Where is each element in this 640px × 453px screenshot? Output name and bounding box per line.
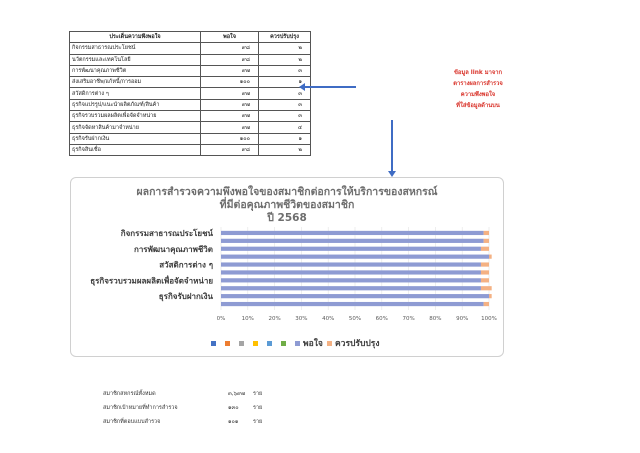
- y-category-label: กิจกรรมสาธารณประโยชน์: [120, 228, 213, 238]
- row-satisfied: ๙๗: [201, 65, 259, 76]
- row-topic: ธุรกิจจัดหาสินค้ามาจำหน่าย: [70, 122, 201, 133]
- bar-improve: [481, 262, 489, 266]
- stat-label: สมาชิกเป้าหมายที่ทำการสำรวจ: [103, 405, 178, 411]
- bar-satisfied: [221, 247, 481, 251]
- row-satisfied: ๙๗: [201, 99, 259, 110]
- bar-improve: [489, 294, 492, 298]
- legend-swatch: [253, 341, 258, 346]
- y-category-label: ธุรกิจรวบรวมผลผลิตเพื่อจัดจำหน่าย: [90, 276, 213, 286]
- bar-improve: [481, 247, 489, 251]
- survey-stats: [103, 390, 273, 432]
- chart-plot: [71, 178, 503, 356]
- down-arrow-icon: [391, 120, 393, 172]
- source-note: [418, 68, 538, 112]
- chart-title-line1: ผลการสำรวจความพึงพอใจของสมาชิกต่อการให้บริการของสหกรณ์: [136, 186, 438, 198]
- stat-label: สมาชิกสหกรณ์ทั้งหมด: [103, 391, 156, 397]
- row-improve: ๓: [259, 111, 311, 122]
- row-topic: สวัสดิการต่าง ๆ: [70, 88, 201, 99]
- row-satisfied: ๙๗: [201, 122, 259, 133]
- stat-value: ๑๐๑: [228, 419, 239, 425]
- x-tick-label: 90%: [456, 316, 469, 322]
- row-satisfied: ๙๘: [201, 54, 259, 65]
- row-satisfied: ๑๐๐: [201, 77, 259, 88]
- legend-label: ควรปรับปรุง: [335, 339, 380, 349]
- row-topic: ธุรกิจสินเชื่อ: [70, 144, 201, 155]
- bar-improve: [484, 239, 489, 243]
- bar-satisfied: [221, 255, 489, 259]
- bar-improve: [481, 278, 489, 282]
- x-tick-label: 100%: [481, 316, 497, 322]
- table-row: [70, 144, 311, 155]
- row-topic: ส่งเสริมอาชีพ/แก้หนี้/การออม: [70, 77, 201, 88]
- row-improve: ๔: [259, 122, 311, 133]
- row-topic: การพัฒนาคุณภาพชีวิต: [70, 65, 201, 76]
- legend-swatch: [267, 341, 272, 346]
- table-row: [70, 122, 311, 133]
- stat-unit: ราย: [253, 391, 263, 397]
- bar-satisfied: [221, 294, 489, 298]
- legend-swatch: [225, 341, 230, 346]
- note-line: ตารางผลการสำรวจ: [453, 81, 503, 87]
- satisfaction-table: [69, 31, 311, 156]
- row-satisfied: ๙๗: [201, 88, 259, 99]
- stat-row: [103, 390, 273, 404]
- row-improve: ๒: [259, 54, 311, 65]
- legend-swatch: [211, 341, 216, 346]
- row-satisfied: ๙๘: [201, 43, 259, 54]
- table-row: [70, 88, 311, 99]
- row-improve: ๒: [259, 144, 311, 155]
- bar-satisfied: [221, 239, 484, 243]
- x-tick-label: 50%: [348, 316, 362, 322]
- table-row: [70, 99, 311, 110]
- legend-swatch: [327, 341, 332, 346]
- legend-label: พอใจ: [303, 339, 323, 349]
- row-topic: นวัตกรรมและเทคโนโลยี: [70, 54, 201, 65]
- table-row: [70, 77, 311, 88]
- bar-satisfied: [221, 262, 481, 266]
- chart-title-line2: ที่มีต่อคุณภาพชีวิตของสมาชิก: [219, 199, 355, 211]
- row-topic: ธุรกิจรวบรวมผลผลิตเพื่อจัดจำหน่าย: [70, 111, 201, 122]
- y-category-label: การพัฒนาคุณภาพชีวิต: [133, 244, 213, 254]
- legend-swatch: [239, 341, 244, 346]
- legend-swatch: [281, 341, 286, 346]
- stat-unit: ราย: [253, 419, 263, 425]
- bar-improve: [484, 302, 489, 306]
- table-header-row: [70, 32, 311, 43]
- bar-satisfied: [221, 270, 481, 274]
- table-row: [70, 111, 311, 122]
- bar-satisfied: [221, 302, 484, 306]
- row-topic: กิจกรรมสาธารณประโยชน์: [70, 43, 201, 54]
- header-satisfied: พอใจ: [201, 32, 259, 43]
- header-topic: ประเด็นความพึงพอใจ: [70, 32, 201, 43]
- x-tick-label: 40%: [322, 316, 335, 322]
- row-improve: ๓: [259, 88, 311, 99]
- y-category-label: สวัสดิการต่าง ๆ: [159, 260, 213, 270]
- bar-improve: [489, 255, 492, 259]
- row-improve: ๑: [259, 133, 311, 144]
- bar-satisfied: [221, 286, 481, 290]
- row-satisfied: ๙๘: [201, 144, 259, 155]
- satisfaction-chart[interactable]: [70, 177, 504, 357]
- row-topic: ธุรกิจรับฝากเงิน: [70, 133, 201, 144]
- x-tick-label: 30%: [295, 316, 308, 322]
- chart-title-line3: ปี 2568: [267, 212, 307, 224]
- table-row: [70, 54, 311, 65]
- bar-improve: [481, 270, 489, 274]
- stat-row: [103, 418, 273, 432]
- bar-satisfied: [221, 231, 484, 235]
- legend-swatch: [295, 341, 300, 346]
- x-tick-label: 20%: [268, 316, 281, 322]
- x-tick-label: 70%: [402, 316, 415, 322]
- left-arrow-icon: [304, 86, 356, 88]
- row-improve: ๓: [259, 99, 311, 110]
- bar-satisfied: [221, 278, 481, 282]
- row-topic: ธุรกิจแปรรูป/แนะนำผลิตภัณฑ์/สินค้า: [70, 99, 201, 110]
- bar-improve: [481, 286, 492, 290]
- row-satisfied: ๙๗: [201, 111, 259, 122]
- table-row: [70, 43, 311, 54]
- x-tick-label: 80%: [429, 316, 442, 322]
- x-tick-label: 0%: [216, 316, 226, 322]
- y-category-label: ธุรกิจรับฝากเงิน: [158, 292, 213, 302]
- x-tick-label: 60%: [375, 316, 388, 322]
- bar-improve: [484, 231, 489, 235]
- stat-label: สมาชิกที่ตอบแบบสำรวจ: [103, 419, 161, 425]
- table-row: [70, 65, 311, 76]
- row-improve: ๒: [259, 43, 311, 54]
- table-row: [70, 133, 311, 144]
- note-line: ข้อมูล link มาจาก: [453, 70, 503, 76]
- note-line: ความพึงพอใจ: [460, 92, 496, 98]
- stat-unit: ราย: [253, 405, 263, 411]
- row-satisfied: ๑๐๐: [201, 133, 259, 144]
- header-improve: ควรปรับปรุง: [259, 32, 311, 43]
- stat-value: ๑๓๐: [228, 405, 239, 411]
- stat-value: ๓,๖๙๗: [228, 391, 246, 397]
- note-line: ที่ใส่ข้อมูลด้านบน: [456, 103, 500, 109]
- row-improve: ๓: [259, 65, 311, 76]
- stat-row: [103, 404, 273, 418]
- x-tick-label: 10%: [241, 316, 254, 322]
